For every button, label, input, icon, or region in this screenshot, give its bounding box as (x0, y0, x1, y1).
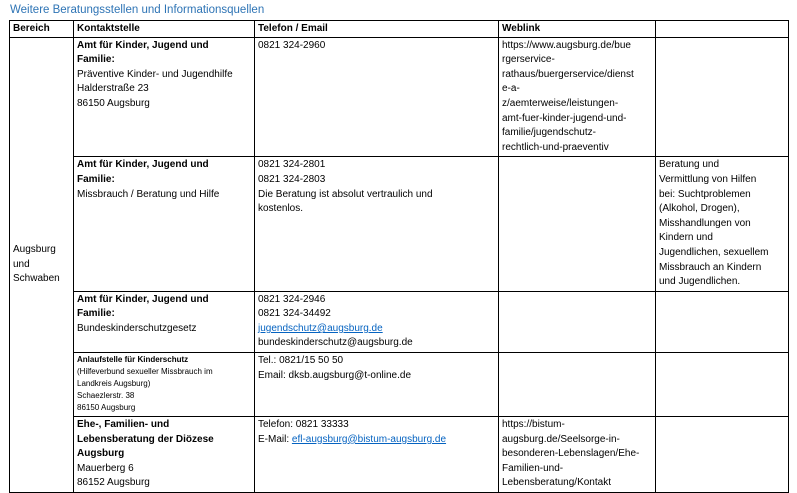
weblink-line: Lebensberatung/Kontakt (502, 477, 611, 489)
note-line: und Jugendlichen. (659, 276, 741, 288)
contact-line: 86150 Augsburg (77, 403, 136, 413)
region-line: Schwaben (13, 273, 60, 285)
contact-line: Halderstraße 23 (77, 83, 149, 95)
email-line (258, 433, 495, 448)
contact-cell (74, 157, 255, 291)
contact-cell (74, 353, 255, 417)
weblink-line: amt-fuer-kinder-jugend-und- (502, 112, 627, 124)
phone-cell (255, 37, 499, 157)
contact-line: Schaezlerstr. 38 (77, 391, 135, 401)
weblink-line: e-a- (502, 83, 520, 95)
phone-line: 0821 324-2946 (258, 293, 326, 305)
weblink-line: https://bistum- (502, 419, 565, 431)
note-line: Vermittlung von Hilfen (659, 173, 757, 185)
note-line: (Alkohol, Drogen), (659, 203, 740, 215)
email-link[interactable]: efl-augsburg@bistum-augsburg.de (291, 433, 447, 445)
weblink-cell (499, 157, 656, 291)
note-line: Misshandlungen von (659, 217, 751, 229)
email-line: bundeskinderschutz@augsburg.de (258, 337, 413, 349)
phone-line: 0821 324-2960 (258, 39, 326, 51)
table-row (10, 417, 789, 493)
phone-line: Telefon: 0821 33333 (258, 419, 349, 431)
header-telefon-email: Telefon / Email (255, 21, 499, 38)
region-line: Augsburg (13, 243, 56, 255)
contact-line: Präventive Kinder- und Jugendhilfe (77, 68, 233, 80)
contact-line: 86152 Augsburg (77, 477, 150, 489)
weblink-line: rechtlich-und-praeventiv (502, 141, 609, 153)
note-cell (656, 417, 789, 493)
contact-name: Amt für Kinder, Jugend und (77, 39, 209, 51)
weblink-line: familie/jugendschutz- (502, 127, 596, 139)
weblink-line: augsburg.de/Seelsorge-in- (502, 433, 620, 445)
region-line: und (13, 258, 30, 270)
contact-line: Missbrauch / Beratung und Hilfe (77, 188, 220, 200)
note-line: Kindern und (659, 232, 713, 244)
region-cell (10, 37, 74, 492)
header-row (10, 21, 789, 38)
phone-cell (255, 291, 499, 352)
phone-line: 0821 324-34492 (258, 308, 331, 320)
contact-cell (74, 37, 255, 157)
counseling-table (9, 20, 789, 493)
table-row (10, 37, 789, 157)
phone-cell (255, 417, 499, 493)
contact-line: Landkreis Augsburg) (77, 379, 151, 389)
phone-line: kostenlos. (258, 203, 304, 215)
note-line: Jugendlichen, sexuellem (659, 246, 769, 258)
weblink-cell (499, 291, 656, 352)
note-line: bei: Suchtproblemen (659, 188, 751, 200)
email-link[interactable]: jugendschutz@augsburg.de (258, 322, 383, 334)
contact-name: Amt für Kinder, Jugend und (77, 293, 209, 305)
header-kontaktstelle: Kontaktstelle (74, 21, 255, 38)
header-notes (656, 21, 789, 38)
weblink-cell (499, 37, 656, 157)
table-row (10, 291, 789, 352)
note-cell (656, 37, 789, 157)
note-line: Beratung und (659, 159, 720, 171)
weblink-line: https://www.augsburg.de/bue (502, 39, 631, 51)
header-bereich: Bereich (10, 21, 74, 38)
contact-name: Augsburg (77, 448, 125, 460)
weblink-cell (499, 417, 656, 493)
weblink-cell (499, 353, 656, 417)
phone-cell (255, 353, 499, 417)
weblink-line: rgerservice- (502, 54, 555, 66)
note-cell (656, 353, 789, 417)
section-heading: Weitere Beratungsstellen und Informationsquellen (10, 4, 265, 16)
contact-name: Familie: (77, 173, 115, 185)
phone-line: Email: dksb.augsburg@t-online.de (258, 369, 412, 381)
contact-name: Lebensberatung der Diözese (77, 433, 214, 445)
phone-cell (255, 157, 499, 291)
contact-name: Amt für Kinder, Jugend und (77, 159, 209, 171)
contact-line: Mauerberg 6 (77, 462, 134, 474)
note-cell (656, 291, 789, 352)
note-cell (656, 157, 789, 291)
contact-name: Anlaufstelle für Kinderschutz (77, 355, 189, 365)
email-label: E-Mail: (258, 433, 292, 445)
contact-name: Familie: (77, 54, 115, 66)
weblink-line: besonderen-Lebenslagen/Ehe- (502, 448, 640, 460)
contact-line: Bundeskinderschutzgesetz (77, 322, 197, 334)
contact-name: Ehe-, Familien- und (77, 419, 170, 431)
table-row (10, 353, 789, 417)
contact-name: Familie: (77, 308, 115, 320)
contact-cell (74, 417, 255, 493)
weblink-line: z/aemterweise/leistungen- (502, 97, 619, 109)
phone-line: 0821 324-2801 (258, 159, 326, 171)
weblink-line: rathaus/buergerservice/dienst (502, 68, 634, 80)
phone-line: Tel.: 0821/15 50 50 (258, 355, 344, 367)
phone-line: 0821 324-2803 (258, 173, 326, 185)
contact-line: (Hilfeverbund sexueller Missbrauch im (77, 367, 213, 377)
header-weblink: Weblink (499, 21, 656, 38)
weblink-line: Familien-und- (502, 462, 564, 474)
note-line: Missbrauch an Kindern (659, 261, 762, 273)
phone-line: Die Beratung ist absolut vertraulich und (258, 188, 433, 200)
contact-cell (74, 291, 255, 352)
contact-line: 86150 Augsburg (77, 97, 150, 109)
table-row (10, 157, 789, 291)
